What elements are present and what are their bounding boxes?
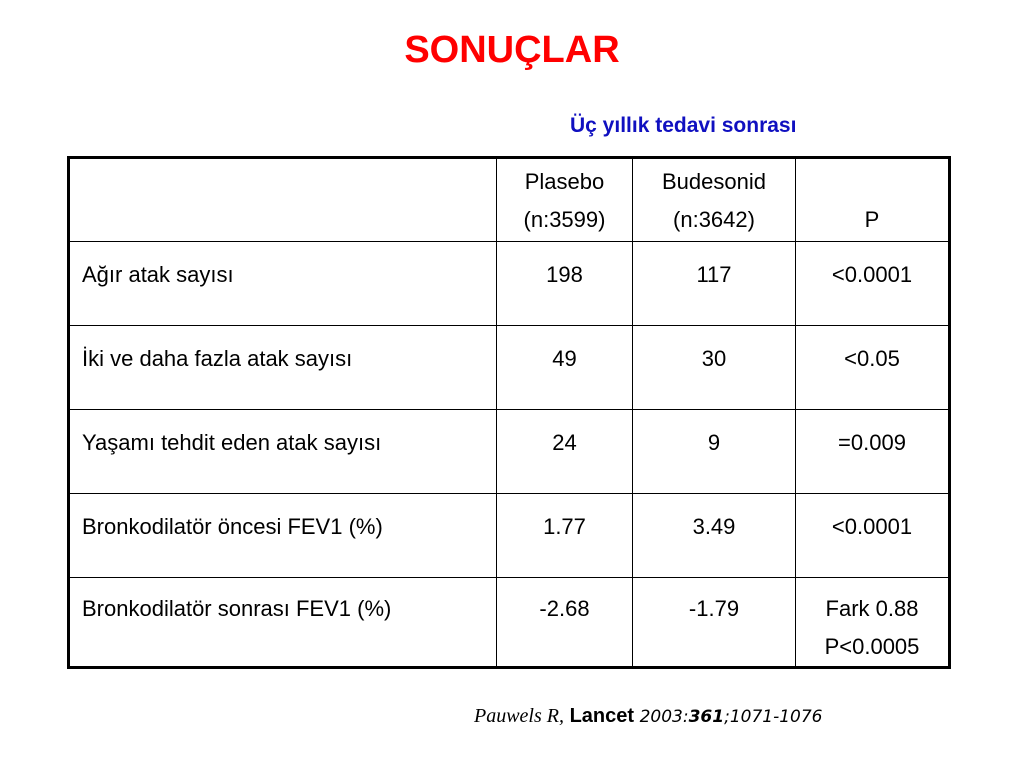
table-row xyxy=(69,494,950,578)
budesonid-value: 3.49 xyxy=(633,494,796,578)
table-row xyxy=(69,578,950,668)
row-label: İki ve daha fazla atak sayısı xyxy=(69,326,497,410)
p-value-line: Fark 0.88 xyxy=(825,596,919,621)
results-table xyxy=(67,156,951,669)
plasebo-value: -2.68 xyxy=(497,578,633,668)
plasebo-value: 24 xyxy=(497,410,633,494)
header-plasebo xyxy=(497,158,633,242)
citation-volume: 361 xyxy=(688,707,725,727)
citation-year: 2003: xyxy=(639,707,689,727)
p-value-line: <0.0001 xyxy=(831,262,913,287)
citation-journal: Lancet xyxy=(569,705,635,727)
citation-pages: ;1071-1076 xyxy=(724,707,823,727)
row-label: Bronkodilatör öncesi FEV1 (%) xyxy=(69,494,497,578)
header-budesonid xyxy=(633,158,796,242)
p-value-line: =0.009 xyxy=(838,430,906,455)
header-plasebo-n: (n:3599) xyxy=(523,207,606,232)
p-value xyxy=(796,242,950,326)
table-row xyxy=(69,326,950,410)
p-value xyxy=(796,494,950,578)
table-row xyxy=(69,410,950,494)
plasebo-value: 198 xyxy=(497,242,633,326)
budesonid-value: -1.79 xyxy=(633,578,796,668)
citation-author: Pauwels R, xyxy=(474,705,564,727)
plasebo-value: 49 xyxy=(497,326,633,410)
budesonid-value: 9 xyxy=(633,410,796,494)
header-empty-cell xyxy=(69,158,497,242)
row-label: Bronkodilatör sonrası FEV1 (%) xyxy=(69,578,497,668)
p-value xyxy=(796,326,950,410)
budesonid-value: 117 xyxy=(633,242,796,326)
row-label: Yaşamı tehdit eden atak sayısı xyxy=(69,410,497,494)
p-value-line: <0.0001 xyxy=(831,514,913,539)
p-value xyxy=(796,410,950,494)
header-p: P xyxy=(796,158,950,242)
header-budesonid-name: Budesonid xyxy=(662,169,766,194)
plasebo-value: 1.77 xyxy=(497,494,633,578)
budesonid-value: 30 xyxy=(633,326,796,410)
table-row xyxy=(69,242,950,326)
table-subtitle: Üç yıllık tedavi sonrası xyxy=(570,114,797,137)
p-value-line: <0.05 xyxy=(844,346,900,371)
p-value xyxy=(796,578,950,668)
slide-title: SONUÇLAR xyxy=(404,29,620,71)
p-value-line: P<0.0005 xyxy=(824,634,920,659)
row-label: Ağır atak sayısı xyxy=(69,242,497,326)
header-plasebo-name: Plasebo xyxy=(524,169,605,194)
header-budesonid-n: (n:3642) xyxy=(673,207,755,232)
table-header-row xyxy=(69,158,950,242)
citation xyxy=(474,702,822,731)
